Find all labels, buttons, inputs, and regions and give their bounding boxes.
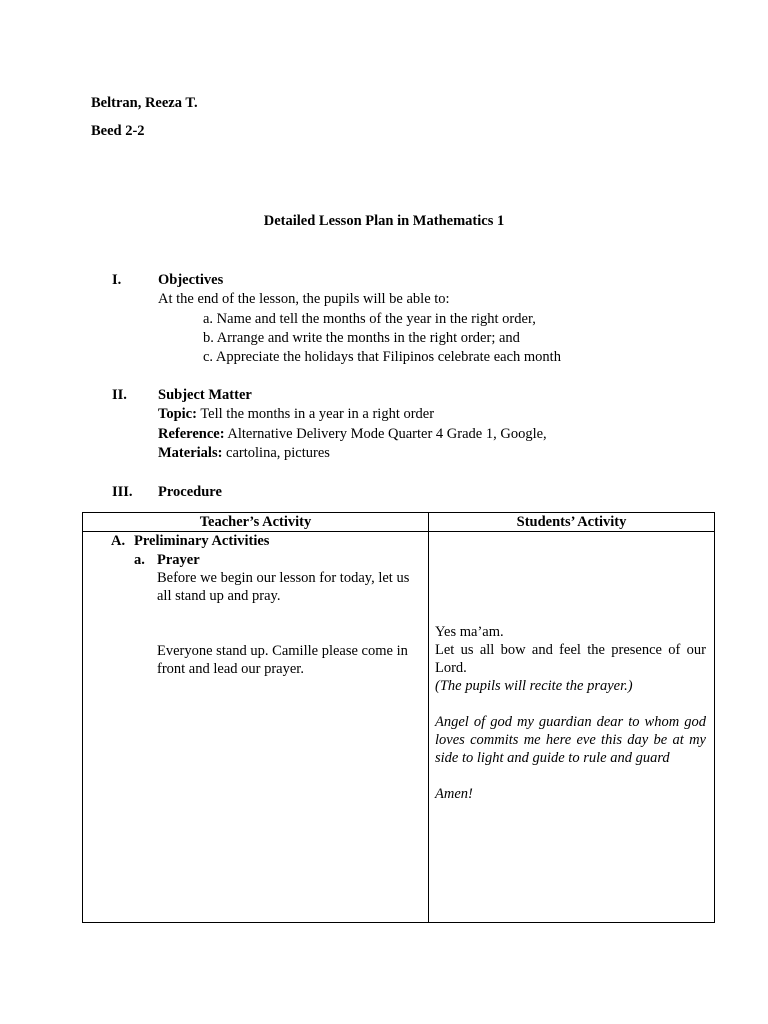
reference-line (158, 425, 547, 443)
teacher-paragraph-1: Before we begin our lesson for today, let us all stand up and pray. (157, 570, 410, 604)
subject-matter-heading: Subject Matter (158, 387, 252, 403)
materials-line (158, 444, 330, 462)
section-marker: A. (111, 533, 126, 549)
student-note: (The pupils will recite the prayer.) (435, 678, 633, 694)
topic-line (158, 405, 434, 423)
student-response-2: Let us all bow and feel the presence of our Lord. (435, 642, 706, 676)
author-name: Beltran, Reeza T. (91, 95, 198, 111)
subsection-label: Prayer (157, 552, 200, 568)
student-prayer: Angel of god my guardian dear to whom god loves commits me here eve this day be at my side to light and guide to rule and guard (435, 714, 706, 766)
objectives-heading: Objectives (158, 272, 224, 288)
procedure-heading: Procedure (158, 484, 222, 500)
teacher-paragraph-2: Everyone stand up. Camille please come in front and lead our prayer. (157, 643, 408, 677)
reference-label: Reference: (158, 426, 225, 442)
objectives-intro: At the end of the lesson, the pupils will be able to: (158, 291, 450, 307)
reference-value: Alternative Delivery Mode Quarter 4 Grade 1, Google, (227, 426, 547, 442)
topic-value: Tell the months in a year in a right order (200, 406, 435, 422)
objectives-numeral: I. (112, 272, 122, 288)
objective-item-a: a. Name and tell the months of the year in the right order, (203, 311, 536, 327)
procedure-table (82, 512, 715, 923)
teacher-activity-cell (83, 532, 429, 923)
student-amen: Amen! (435, 786, 473, 802)
teacher-activity-header: Teacher’s Activity (83, 513, 429, 532)
topic-label: Topic: (158, 406, 197, 422)
materials-value: cartolina, pictures (226, 445, 330, 461)
document-title: Detailed Lesson Plan in Mathematics 1 (263, 213, 505, 229)
students-activity-cell (429, 532, 715, 923)
objective-item-c: c. Appreciate the holidays that Filipinos celebrate each month (203, 349, 561, 365)
objective-item-b: b. Arrange and write the months in the right order; and (203, 330, 520, 346)
students-activity-header: Students’ Activity (429, 513, 715, 532)
materials-label: Materials: (158, 445, 223, 461)
author-section: Beed 2-2 (91, 123, 145, 139)
subsection-marker: a. (134, 552, 145, 568)
section-label: Preliminary Activities (134, 533, 270, 549)
table-row (83, 532, 715, 923)
subject-matter-numeral: II. (112, 387, 127, 403)
procedure-numeral: III. (112, 484, 133, 500)
table-header-row (83, 513, 715, 532)
student-response-1: Yes ma’am. (435, 624, 504, 640)
